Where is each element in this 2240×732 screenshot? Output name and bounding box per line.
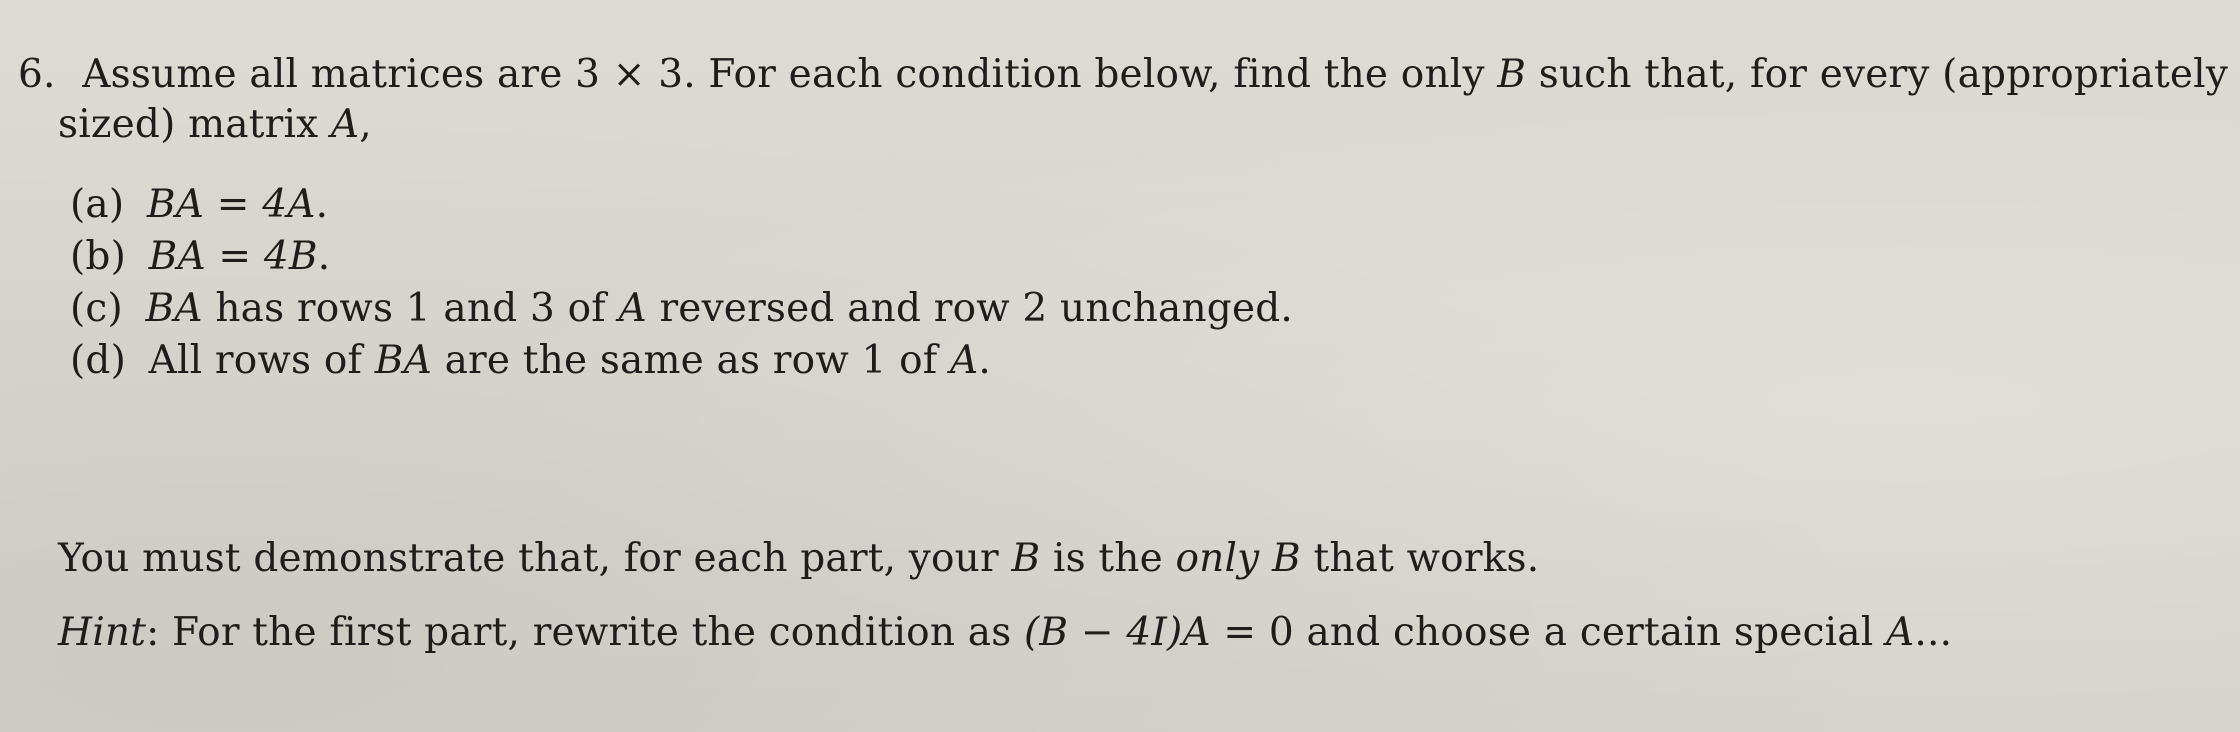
part-label: (d) [70,338,126,383]
demo-math-B: B [1011,536,1041,581]
part-math: BA = 4B [148,234,318,279]
intro-math-A: A [330,102,360,147]
hint-label: Hint [58,610,147,655]
intro-text-2-tail: , [359,102,372,147]
hint-ellipsis: ... [1914,610,1953,655]
problem-intro-line-1 [18,52,2228,98]
part-math: BA [374,338,432,383]
part-math-2: A [618,286,647,331]
part-text-pre: All rows of [148,338,375,383]
problem-number: 6. [18,52,56,97]
intro-text-2: sized) matrix [58,102,331,147]
demo-text: You must demonstrate that, for each part, your [58,536,1012,581]
demo-text-3: that works. [1300,536,1540,581]
hint-math-A: A [1886,610,1915,655]
intro-text-tail: such that, for every (appropriately [1526,52,2229,97]
part-d [70,338,991,384]
part-text-2: . [978,338,992,383]
part-text: has rows 1 and 3 of [202,286,619,331]
part-label: (c) [70,286,123,331]
intro-text: Assume all matrices are 3 × 3. For each condition below, find the only [82,52,1498,97]
demo-emphasis: only [1175,536,1260,581]
part-math: BA = 4A [146,182,316,227]
part-math-2: A [950,338,979,383]
part-label: (a) [70,182,125,227]
demonstrate-line [58,536,1539,582]
hint-line [58,610,1952,656]
hint-text-2: = 0 and choose a certain special [1210,610,1887,655]
part-c [70,286,1293,332]
demo-space [1259,536,1272,581]
part-text: . [315,182,329,227]
part-text: are the same as row 1 of [431,338,951,383]
part-label: (b) [70,234,126,279]
part-text: . [317,234,331,279]
demo-text-2: is the [1040,536,1176,581]
demo-math-B-2: B [1271,536,1301,581]
hint-text: : For the first part, rewrite the condition as [146,610,1025,655]
part-b [70,234,330,280]
intro-math-B: B [1497,52,1527,97]
part-text-2: reversed and row 2 unchanged. [646,286,1294,331]
part-a [70,182,328,228]
part-math: BA [145,286,203,331]
problem-intro-line-2 [58,102,372,148]
hint-math: (B − 4I)A [1024,610,1211,655]
